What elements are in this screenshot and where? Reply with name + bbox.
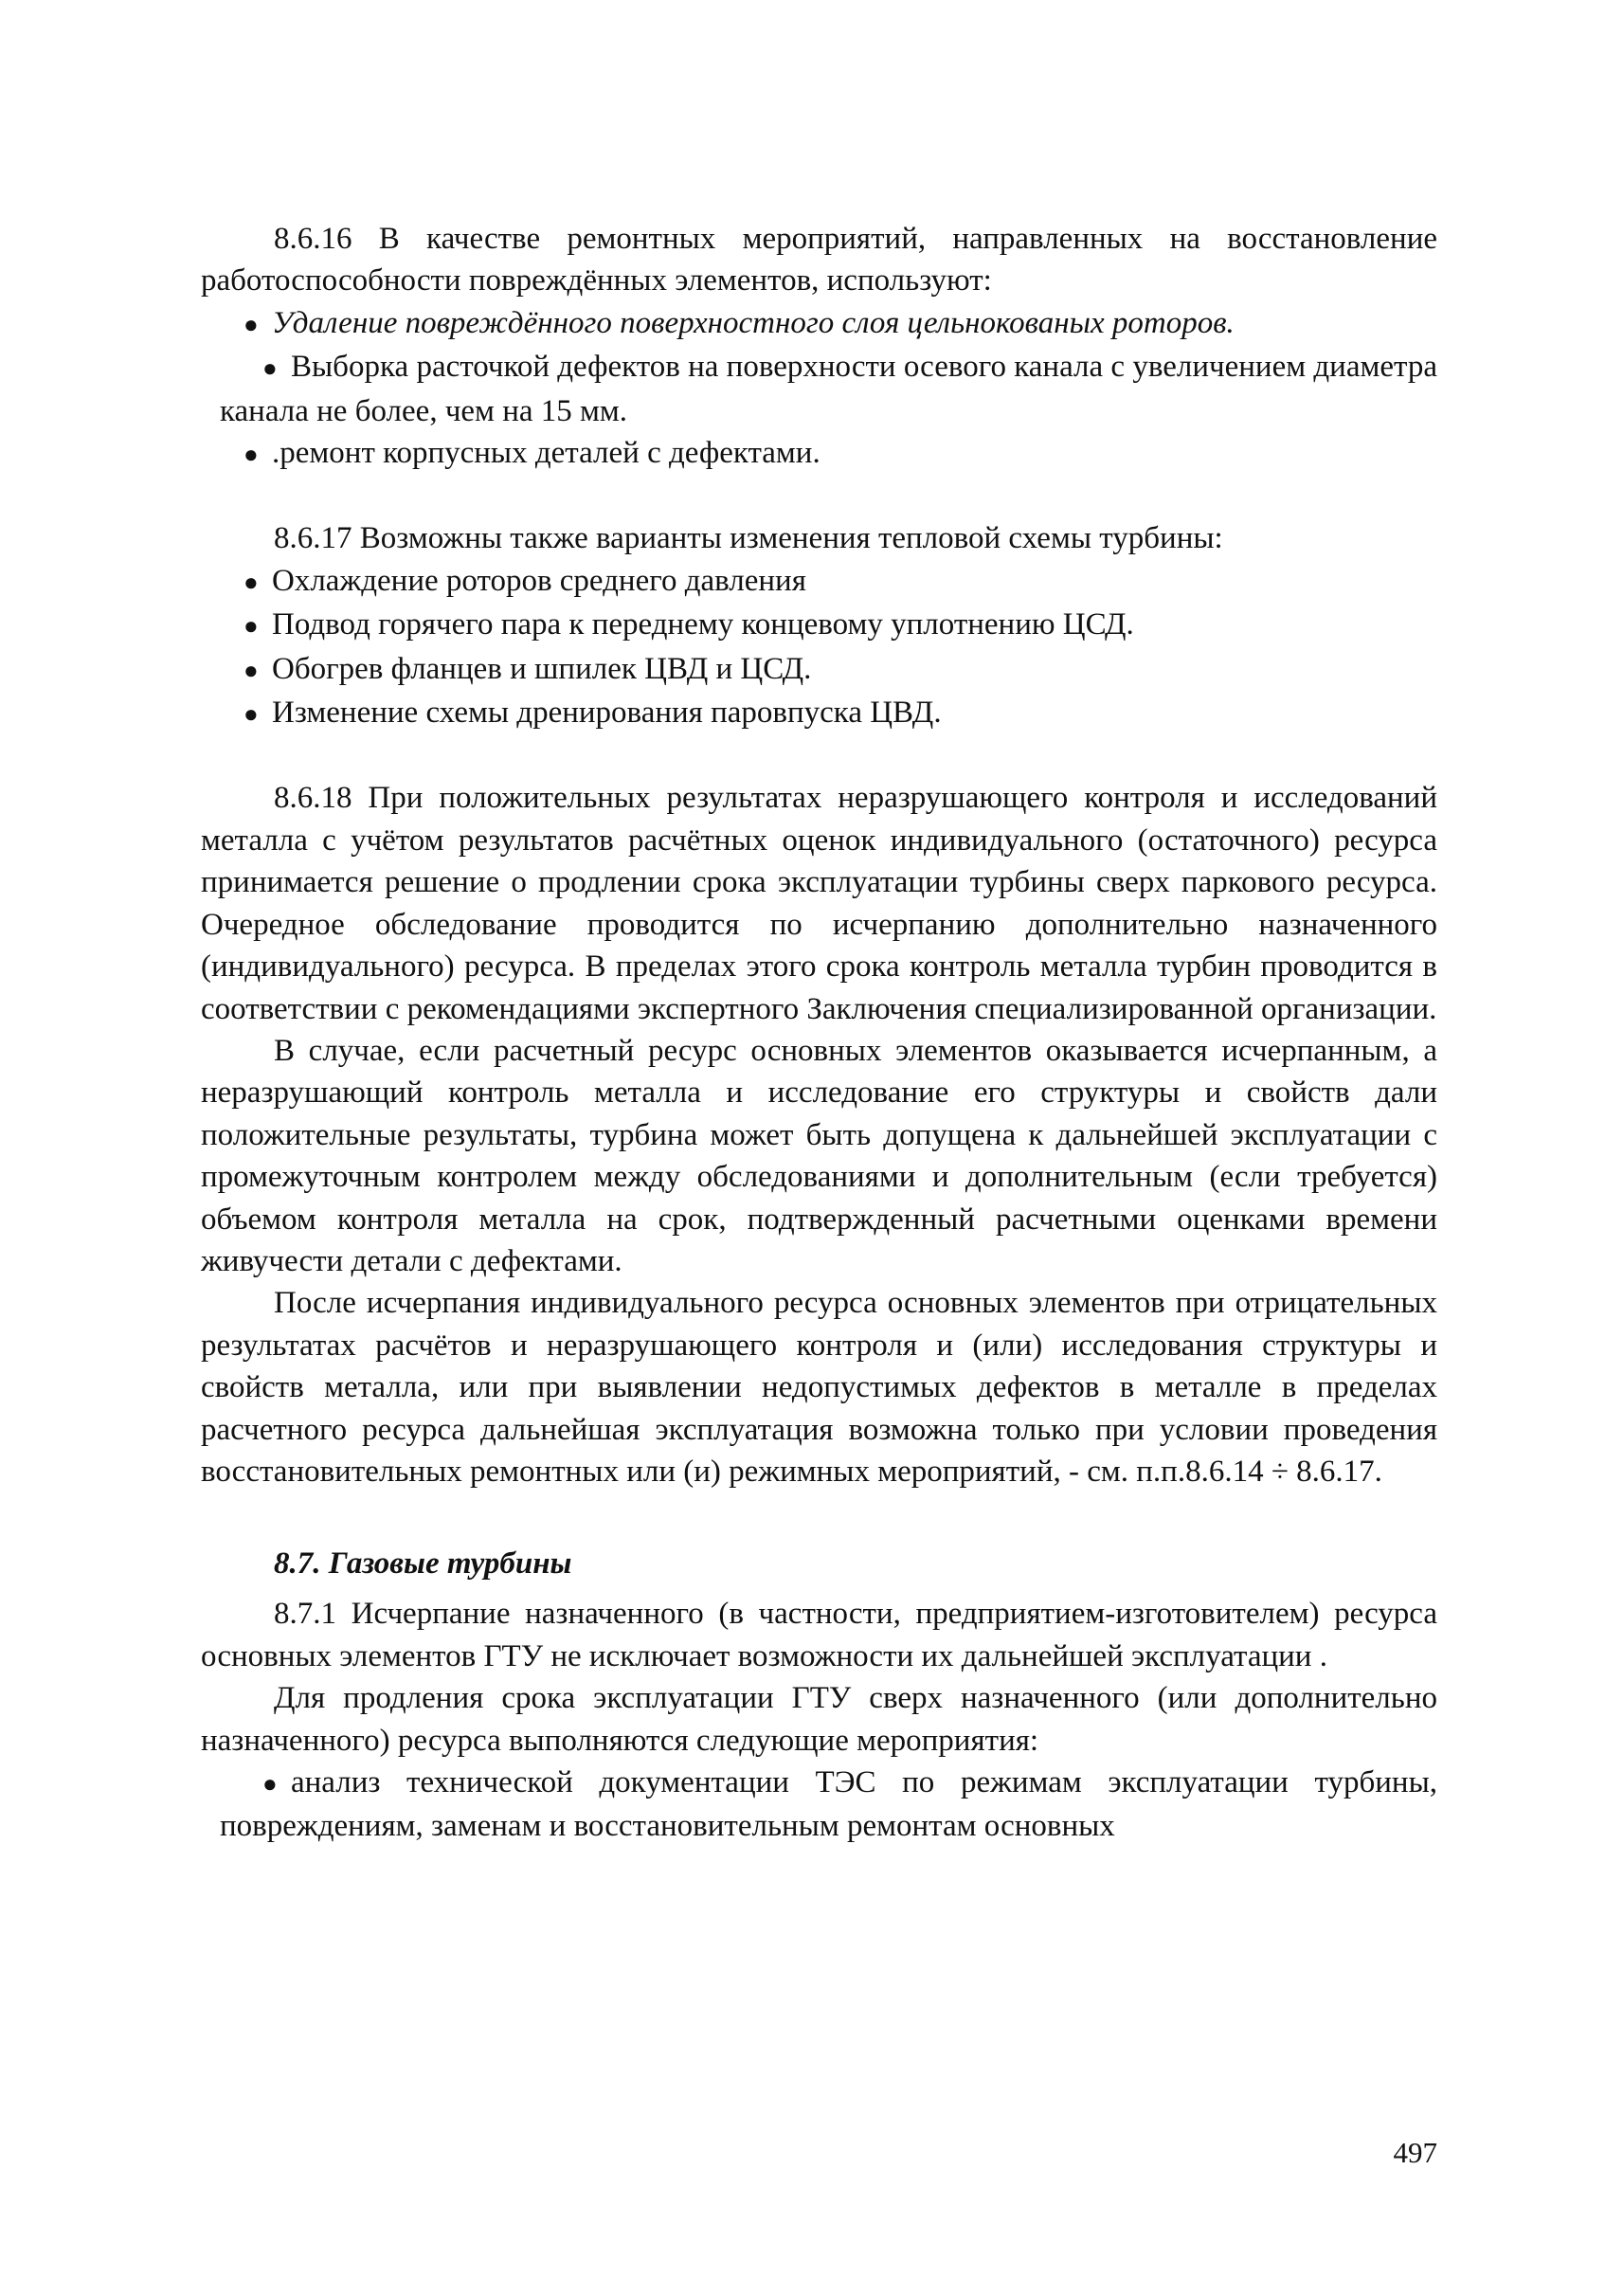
bullet-icon: ●	[262, 354, 278, 383]
list-item	[220, 1762, 1437, 1848]
bullet-icon: ●	[243, 568, 259, 596]
paragraph-8-7-1: 8.7.1 Исчерпание назначенного (в частности, предприятием-изготовителем) ресурса основных элементов ГТУ не исключает возможности их дальнейшей эксплуатации .	[201, 1597, 1437, 1673]
bullet-icon: ●	[243, 656, 259, 684]
bullet-icon: ●	[243, 310, 259, 338]
list-item	[243, 302, 1437, 346]
list-item-text: Выборка расточкой дефектов на поверхности осевого канала с увеличением диаметра канала не более, чем на 15 мм.	[220, 350, 1437, 428]
paragraph-8-6-18: 8.6.18 При положительных результатах неразрушающего контроля и исследований металла с учётом результатов расчётных оценок индивидуального (остаточного) ресурса принимается решение о продлении срока эксплуатации турбины сверх паркового ресурса. Очередное обследование проводится по исчерпанию дополнительно назначенного (индивидуального) ресурса. В пределах этого срока контроль металла турбин проводится в соответствии с рекомендациями экспертного Заключения специализированной организации.	[201, 781, 1437, 1026]
page-body	[201, 218, 1437, 1848]
paragraph-8-6-16-intro: 8.6.16 В качестве ремонтных мероприятий, направленных на восстановление работоспособности повреждённых элементов, используют:	[201, 222, 1437, 298]
list-item-text: Подвод горячего пара к переднему концевому уплотнению ЦСД.	[272, 607, 1134, 642]
bullet-icon: ●	[243, 441, 259, 469]
list-item	[220, 346, 1437, 432]
list-item-text: Охлаждение роторов среднего давления	[272, 563, 806, 598]
paragraph-after-exhaustion: После исчерпания индивидуального ресурса основных элементов при отрицательных результатах расчётов и неразрушающего контроля и (или) исследования структуры и свойств металла, или при выявлении недопустимых дефектов в металле в пределах расчетного ресурса дальнейшая эксплуатация возможна только при условии проведения восстановительных ремонтных или (и) режимных мероприятий, - см. п.п.8.6.14 ÷ 8.6.17.	[201, 1286, 1437, 1489]
paragraph-8-6-17-intro: 8.6.17 Возможны также варианты изменения тепловой схемы турбины:	[274, 521, 1223, 556]
list-item-text: Обогрев фланцев и шпилек ЦВД и ЦСД.	[272, 651, 812, 686]
list-item	[243, 648, 1437, 692]
bullet-icon: ●	[262, 1770, 278, 1798]
bullet-icon: ●	[243, 612, 259, 641]
bullet-icon: ●	[243, 700, 259, 729]
section-title: 8.7. Газовые турбины	[274, 1546, 572, 1582]
list-item-text: анализ технической документации ТЭС по режимам эксплуатации турбины, повреждениям, заменам и восстановительным ремонтам основных	[220, 1765, 1437, 1844]
list-item	[243, 604, 1437, 647]
paragraph-exhausted-resource: В случае, если расчетный ресурс основных элементов оказывается исчерпанным, а неразрушающий контроль металла и исследование его структуры и свойств дали положительные результаты, турбина может быть допущена к дальнейшей эксплуатации с промежуточным контролем между обследованиями и дополнительным (если требуется) объемом контроля металла на срок, подтвержденный расчетными оценками времени живучести детали с дефектами.	[201, 1033, 1437, 1278]
list-item	[243, 560, 1437, 604]
paragraph-gtu-extension: Для продления срока эксплуатации ГТУ сверх назначенного (или дополнительно назначенного) ресурса выполняются следующие мероприятия:	[201, 1681, 1437, 1758]
list-item	[243, 432, 1437, 476]
page-number: 497	[1393, 2136, 1437, 2169]
list-item-text: Удаление повреждённого поверхностного слоя цельнокованых роторов.	[272, 305, 1235, 340]
list-item-text: .ремонт корпусных деталей с дефектами.	[272, 436, 821, 471]
list-item-text: Изменение схемы дренирования паровпуска ЦВД.	[272, 696, 942, 731]
list-item	[243, 692, 1437, 735]
